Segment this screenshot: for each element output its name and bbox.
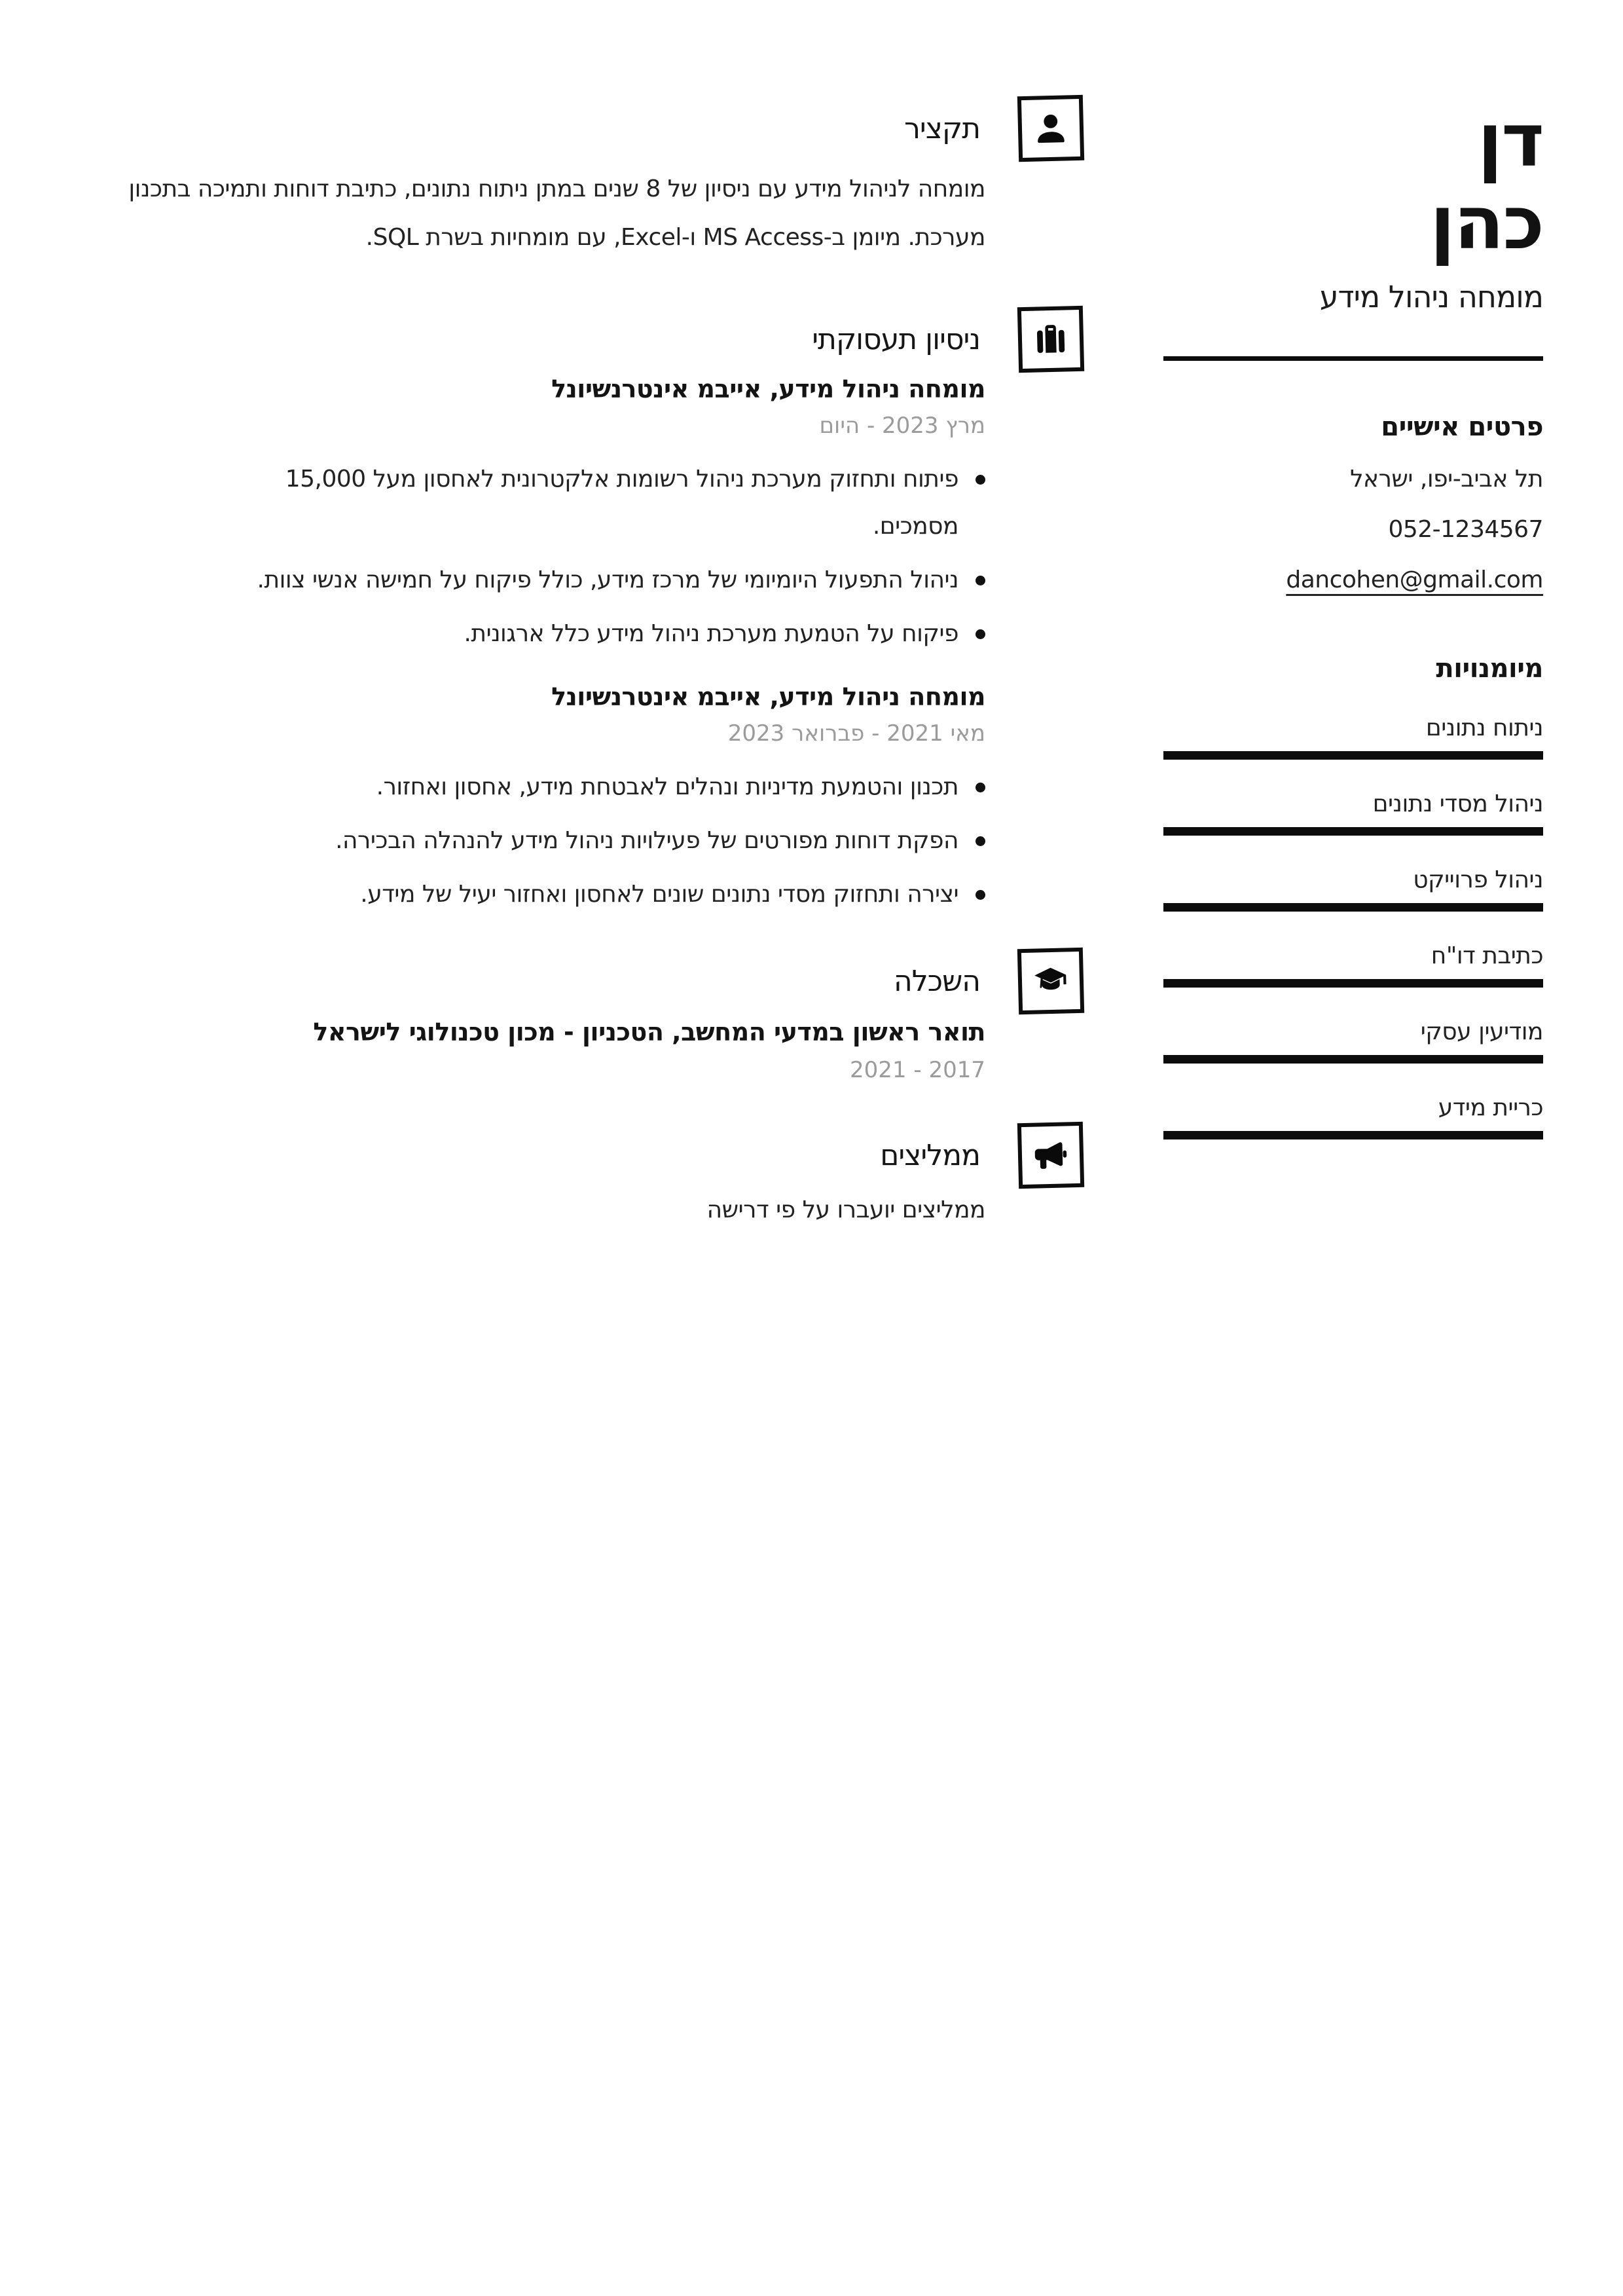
job-entry xyxy=(62,372,985,657)
references-text: ממליצים יועברו על פי דרישה xyxy=(706,1196,985,1223)
job-entry xyxy=(62,680,985,918)
candidate-last-name: כהן xyxy=(1430,181,1543,266)
bullet-dot-icon xyxy=(976,783,985,792)
skill-level-bar xyxy=(1163,827,1543,836)
job-bullet-list xyxy=(62,456,985,657)
references-header xyxy=(62,1119,1084,1192)
experience-header xyxy=(62,303,1084,376)
experience-heading: ניסיון תעסוקתי xyxy=(812,322,980,356)
bullet-text: יצירה ותחזוק מסדי נתונים שונים לאחסון ואחזור יעיל של מידע. xyxy=(360,881,958,908)
main-column xyxy=(62,92,1084,1230)
skills-heading: מיומנויות xyxy=(1436,654,1543,684)
location-text: תל אביב-יפו, ישראל xyxy=(1350,466,1543,492)
skill-level-bar xyxy=(1163,1055,1543,1064)
bullet-text: ניהול התפעול היומיומי של מרכז מידע, כולל פיקוח על חמישה אנשי צוות. xyxy=(257,566,958,593)
briefcase-icon xyxy=(1017,306,1084,373)
candidate-first-name: דן xyxy=(1477,98,1543,183)
job-dates: מרץ 2023 - היום xyxy=(819,413,985,439)
bullet-dot-icon xyxy=(976,629,985,639)
skill-label: מודיעין עסקי xyxy=(1420,1018,1543,1045)
bullet-dot-icon xyxy=(976,576,985,585)
job-bullet-list xyxy=(62,764,985,918)
graduation-cap-icon xyxy=(1017,948,1084,1014)
sidebar-divider xyxy=(1163,356,1543,361)
skill-label: ניהול מסדי נתונים xyxy=(1372,790,1543,817)
candidate-job-title: מומחה ניהול מידע xyxy=(1319,279,1543,314)
list-item xyxy=(62,557,985,604)
bullet-text: תכנון והטמעת מדיניות ונהלים לאבטחת מידע, אחסון ואחזור. xyxy=(376,773,958,800)
bullet-text: הפקת דוחות מפורטים של פעילויות ניהול מידע להנהלה הבכירה. xyxy=(335,827,958,854)
skill-label: כתיבת דו"ח xyxy=(1431,942,1543,969)
section-references xyxy=(62,1119,1084,1230)
education-heading: השכלה xyxy=(894,964,980,998)
skill-label: כריית מידע xyxy=(1438,1094,1543,1121)
skill-label: ניתוח נתונים xyxy=(1425,714,1543,741)
section-experience xyxy=(62,303,1084,918)
bullet-dot-icon xyxy=(976,890,985,900)
list-item xyxy=(62,817,985,864)
job-title: מומחה ניהול מידע, אייבמ אינטרנשיונל xyxy=(551,375,985,403)
personal-details-heading: פרטים אישיים xyxy=(1381,412,1543,442)
candidate-name xyxy=(1163,100,1543,265)
phone-number: 052-1234567 xyxy=(1388,516,1543,543)
list-item xyxy=(62,871,985,918)
skill-level-bar xyxy=(1163,979,1543,988)
sidebar xyxy=(1163,100,1543,1139)
bullet-text: פיתוח ותחזוק מערכת ניהול רשומות אלקטרונית לאחסון מעל 15,000 מסמכים. xyxy=(285,466,958,540)
skill-level-bar xyxy=(1163,751,1543,760)
education-dates: 2017 - 2021 xyxy=(850,1057,985,1083)
megaphone-icon xyxy=(1017,1122,1084,1189)
skill-item xyxy=(1163,714,1543,760)
skill-level-bar xyxy=(1163,1131,1543,1139)
bullet-dot-icon xyxy=(976,836,985,846)
degree-title: תואר ראשון במדעי המחשב, הטכניון - מכון טכנולוגי לישראל xyxy=(313,1018,985,1046)
summary-heading: תקציר xyxy=(904,111,980,145)
list-item xyxy=(62,764,985,811)
skill-item xyxy=(1163,1018,1543,1064)
skill-item xyxy=(1163,1094,1543,1139)
references-heading: ממליצים xyxy=(880,1138,980,1172)
section-summary xyxy=(62,92,1084,262)
skill-item xyxy=(1163,866,1543,912)
list-item xyxy=(62,456,985,550)
bullet-text: פיקוח על הטמעת מערכת ניהול מידע כלל ארגונית. xyxy=(464,620,958,647)
list-item xyxy=(62,610,985,657)
skill-label: ניהול פרוייקט xyxy=(1413,866,1543,893)
job-dates: מאי 2021 - פברואר 2023 xyxy=(727,720,985,747)
job-title: מומחה ניהול מידע, אייבמ אינטרנשיונל xyxy=(551,682,985,711)
person-icon xyxy=(1017,95,1084,162)
bullet-dot-icon xyxy=(976,475,985,485)
email-link[interactable]: dancohen@gmail.com xyxy=(1286,566,1543,593)
education-header xyxy=(62,944,1084,1018)
summary-header xyxy=(62,92,1084,165)
skill-item xyxy=(1163,942,1543,988)
email-item xyxy=(1163,566,1543,593)
skill-level-bar xyxy=(1163,903,1543,912)
section-education xyxy=(62,944,1084,1084)
summary-text: מומחה לניהול מידע עם ניסיון של 8 שנים במתן ניתוח נתונים, כתיבת דוחות ותמיכה בתכנון מערכת. מיומן ב-MS Access ו-Excel, עם מומחיות בשרת SQL. xyxy=(128,176,985,251)
skill-item xyxy=(1163,790,1543,836)
